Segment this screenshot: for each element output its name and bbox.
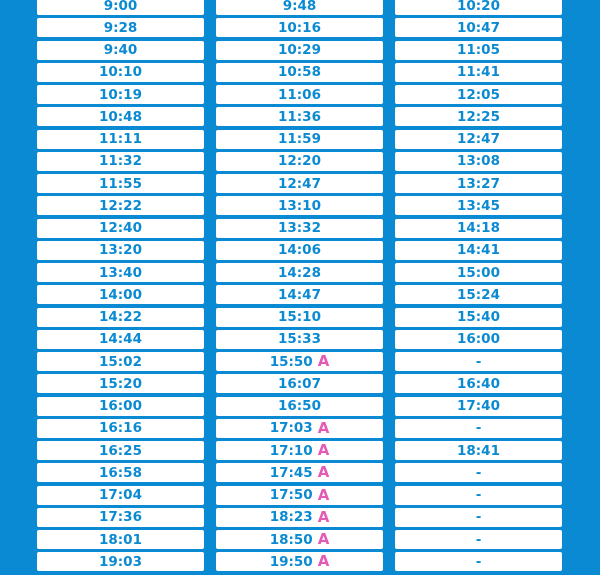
accessible-badge: A	[317, 418, 330, 437]
time-text: 15:02	[99, 353, 142, 370]
time-text: -	[475, 353, 482, 370]
time-cell	[37, 0, 204, 15]
time-cell	[395, 263, 562, 282]
time-cell	[395, 41, 562, 60]
time-cell	[37, 308, 204, 327]
time-text: 18:01	[99, 531, 142, 548]
time-cell	[395, 330, 562, 349]
time-text: 10:47	[457, 19, 500, 36]
time-cell	[37, 397, 204, 416]
accessible-badge: A	[317, 463, 330, 482]
time-text: 13:45	[457, 197, 500, 214]
time-text: 15:10	[278, 309, 321, 325]
timetable-column-3	[395, 0, 562, 575]
time-cell	[37, 41, 204, 60]
time-text: 14:22	[99, 309, 142, 325]
time-text: 15:33	[278, 331, 321, 348]
time-text: 10:48	[99, 108, 142, 125]
timetable-column-1	[37, 0, 204, 575]
time-text: 12:40	[99, 220, 142, 236]
time-text: 13:32	[278, 220, 321, 236]
time-cell	[216, 0, 383, 15]
time-cell	[395, 508, 562, 527]
time-text: 14:28	[278, 264, 321, 281]
time-text: -	[475, 420, 482, 437]
time-cell	[37, 152, 204, 171]
time-cell	[37, 263, 204, 282]
time-text: 10:20	[457, 0, 500, 14]
time-cell	[395, 63, 562, 82]
time-cell	[395, 85, 562, 104]
time-cell	[216, 308, 383, 327]
time-text: 10:58	[278, 64, 321, 81]
accessible-badge: A	[317, 485, 330, 504]
time-text: 11:32	[99, 153, 142, 170]
time-text: 14:00	[99, 286, 142, 303]
time-cell	[216, 174, 383, 193]
time-cell	[37, 441, 204, 460]
time-text: 16:16	[99, 420, 142, 437]
time-text: 18:50	[269, 531, 313, 548]
time-text: 9:00	[103, 0, 138, 14]
time-text: -	[475, 509, 482, 526]
time-cell	[395, 18, 562, 37]
time-text: 13:20	[99, 242, 142, 259]
time-text: 14:44	[99, 331, 142, 348]
time-cell	[395, 486, 562, 505]
time-cell	[216, 330, 383, 349]
time-text: 18:41	[457, 442, 500, 459]
time-text: 14:41	[457, 242, 500, 259]
time-cell	[37, 85, 204, 104]
time-cell	[216, 374, 383, 393]
time-text: 10:10	[99, 64, 142, 81]
time-cell	[37, 63, 204, 82]
time-cell	[395, 308, 562, 327]
time-cell	[216, 219, 383, 238]
time-cell	[395, 152, 562, 171]
time-cell	[216, 263, 383, 282]
time-text: 9:40	[103, 42, 138, 58]
time-cell	[37, 330, 204, 349]
time-text: 11:11	[99, 131, 142, 147]
time-cell	[216, 419, 383, 438]
time-text: 15:00	[457, 264, 500, 281]
time-cell	[37, 530, 204, 549]
time-cell	[37, 107, 204, 126]
time-text: 10:29	[278, 42, 321, 58]
time-text: 16:25	[99, 442, 142, 459]
time-text: -	[475, 553, 482, 570]
time-text: 13:10	[278, 197, 321, 214]
time-text: 15:50	[269, 353, 313, 370]
time-cell	[395, 352, 562, 371]
time-cell	[395, 0, 562, 15]
time-text: 9:48	[282, 0, 317, 14]
time-cell	[216, 107, 383, 126]
time-cell	[395, 397, 562, 416]
time-text: 16:00	[99, 398, 142, 414]
time-cell	[216, 241, 383, 260]
time-text: 11:36	[278, 108, 321, 125]
time-text: 11:59	[278, 131, 321, 147]
time-cell	[37, 285, 204, 304]
time-text: 17:03	[269, 420, 313, 437]
time-cell	[395, 219, 562, 238]
time-cell	[216, 530, 383, 549]
time-cell	[216, 152, 383, 171]
accessible-badge: A	[317, 552, 330, 571]
time-text: 12:05	[457, 86, 500, 103]
time-cell	[395, 441, 562, 460]
time-text: 11:05	[457, 42, 500, 58]
time-text: 17:50	[269, 487, 313, 503]
time-cell	[395, 463, 562, 482]
time-text: -	[475, 531, 482, 548]
time-cell	[395, 107, 562, 126]
time-text: 17:04	[99, 487, 142, 503]
time-cell	[216, 18, 383, 37]
time-text: 13:27	[457, 175, 500, 192]
time-text: 18:23	[269, 509, 313, 526]
time-cell	[37, 18, 204, 37]
time-text: 17:10	[269, 442, 313, 459]
time-cell	[395, 374, 562, 393]
time-cell	[216, 441, 383, 460]
time-text: 19:03	[99, 553, 142, 570]
time-text: -	[475, 487, 482, 503]
time-cell	[395, 174, 562, 193]
time-cell	[216, 463, 383, 482]
time-cell	[37, 219, 204, 238]
time-cell	[216, 63, 383, 82]
time-cell	[37, 130, 204, 149]
time-text: 11:06	[278, 86, 321, 103]
time-text: 17:36	[99, 509, 142, 526]
time-text: 16:00	[457, 331, 500, 348]
time-text: -	[475, 464, 482, 481]
time-text: 13:08	[457, 153, 500, 170]
time-cell	[395, 130, 562, 149]
time-cell	[216, 552, 383, 571]
time-text: 14:06	[278, 242, 321, 259]
time-text: 16:07	[278, 375, 321, 392]
time-text: 13:40	[99, 264, 142, 281]
time-text: 10:19	[99, 86, 142, 103]
time-text: 12:47	[457, 131, 500, 147]
time-cell	[216, 130, 383, 149]
time-cell	[37, 241, 204, 260]
time-text: 16:40	[457, 375, 500, 392]
accessible-badge: A	[317, 441, 330, 459]
time-cell	[37, 374, 204, 393]
time-cell	[37, 174, 204, 193]
time-cell	[395, 196, 562, 215]
time-cell	[395, 530, 562, 549]
time-text: 12:22	[99, 197, 142, 214]
time-text: 17:40	[457, 398, 500, 414]
time-cell	[216, 508, 383, 527]
time-text: 11:41	[457, 64, 500, 81]
time-text: 14:47	[278, 286, 321, 303]
time-cell	[37, 552, 204, 571]
time-text: 15:20	[99, 375, 142, 392]
time-cell	[216, 486, 383, 505]
time-cell	[395, 285, 562, 304]
time-cell	[216, 196, 383, 215]
time-cell	[395, 241, 562, 260]
time-text: 14:18	[457, 220, 500, 236]
time-cell	[216, 41, 383, 60]
time-cell	[37, 352, 204, 371]
time-cell	[216, 285, 383, 304]
time-text: 12:20	[278, 153, 321, 170]
timetable-column-2	[216, 0, 383, 575]
time-cell	[37, 463, 204, 482]
time-text: 17:45	[269, 464, 313, 481]
time-text: 15:24	[457, 286, 500, 303]
time-cell	[395, 552, 562, 571]
accessible-badge: A	[317, 530, 330, 548]
time-text: 11:55	[99, 175, 142, 192]
time-cell	[216, 85, 383, 104]
time-text: 16:50	[278, 398, 321, 414]
time-cell	[37, 419, 204, 438]
time-cell	[37, 196, 204, 215]
time-text: 16:58	[99, 464, 142, 481]
time-cell	[216, 397, 383, 416]
time-cell	[216, 352, 383, 371]
accessible-badge: A	[317, 352, 330, 370]
time-text: 15:40	[457, 309, 500, 325]
time-text: 10:16	[278, 19, 321, 36]
time-text: 12:47	[278, 175, 321, 192]
time-text: 12:25	[457, 108, 500, 125]
time-cell	[37, 508, 204, 527]
time-cell	[37, 486, 204, 505]
time-text: 9:28	[103, 19, 138, 36]
accessible-badge: A	[317, 507, 330, 526]
time-text: 19:50	[269, 553, 313, 570]
time-cell	[395, 419, 562, 438]
